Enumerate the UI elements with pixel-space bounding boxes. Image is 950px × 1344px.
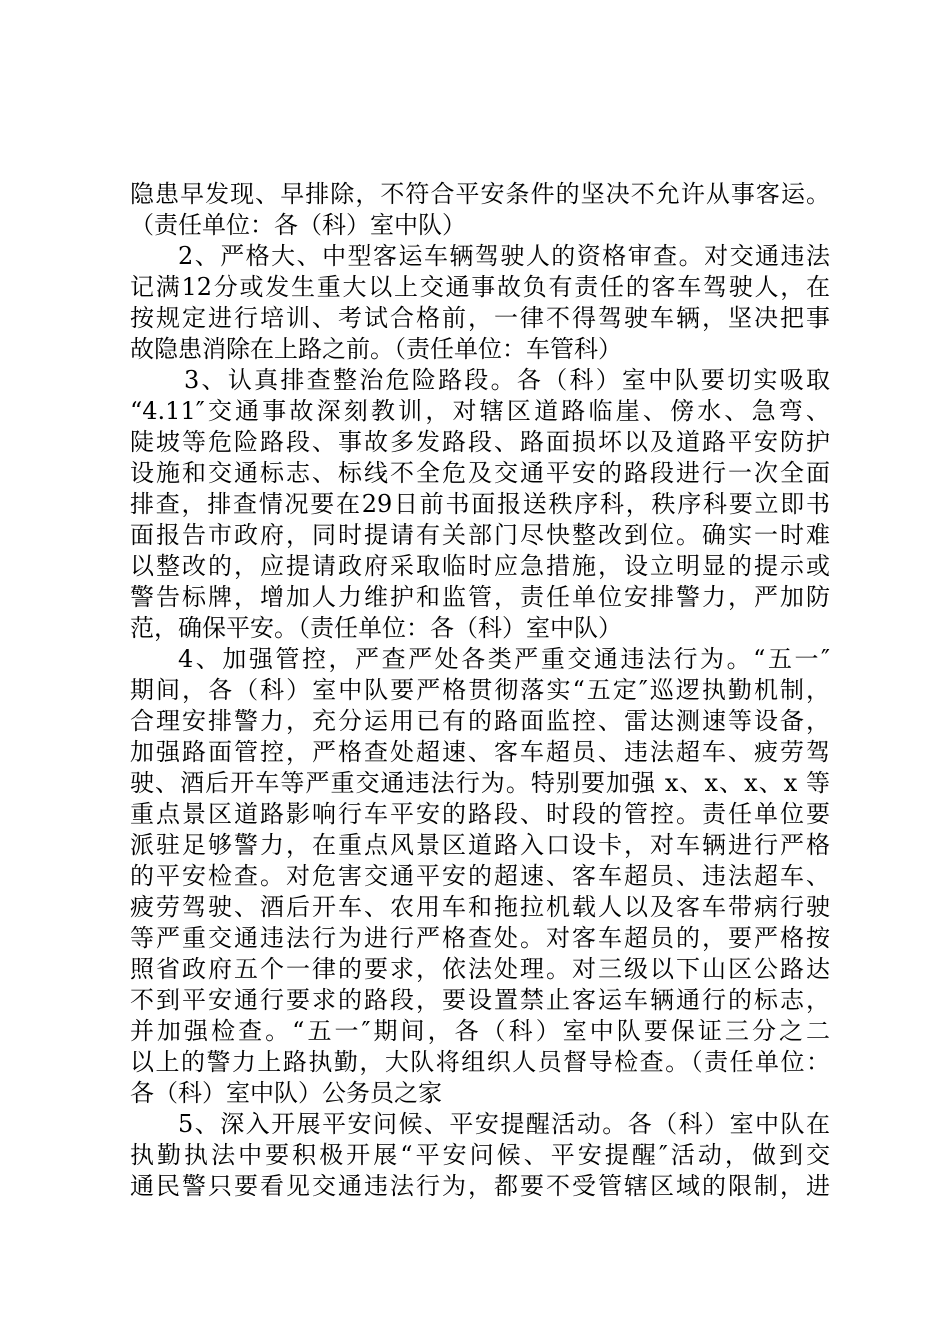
text-line: 疲劳驾驶、酒后开车、农用车和拖拉机载人以及客车带病行驶 xyxy=(130,893,830,921)
text-line: 各（科）室中队）公务员之家 xyxy=(130,1079,442,1107)
text-line: 派驻足够警力，在重点风景区道路入口设卡，对车辆进行严格 xyxy=(130,831,830,859)
text-line: “4.11″交通事故深刻教训，对辖区道路临崖、傍水、急弯、 xyxy=(130,397,830,425)
text-line: 4、加强管控，严查严处各类严重交通违法行为。“五一″ xyxy=(178,645,830,673)
text-line: 期间，各（科）室中队要严格贯彻落实“五定″巡逻执勤机制， xyxy=(130,676,830,704)
text-line: 隐患早发现、早排除，不符合平安条件的坚决不允许从事客运。 xyxy=(130,180,830,208)
text-line: 合理安排警力，充分运用已有的路面监控、雷达测速等设备， xyxy=(130,707,830,735)
text-line: 执勤执法中要积极开展“平安问候、平安提醒″活动，做到交 xyxy=(130,1141,830,1169)
text-line: 按规定进行培训、考试合格前，一律不得驾驶车辆，坚决把事 xyxy=(130,304,830,332)
text-line: 不到平安通行要求的路段，要设置禁止客运车辆通行的标志， xyxy=(130,986,830,1014)
text-line: 5、深入开展平安问候、平安提醒活动。各（科）室中队在 xyxy=(178,1110,830,1138)
text-line: （责任单位：各（科）室中队） xyxy=(130,211,466,239)
text-line: 陡坡等危险路段、事故多发路段、路面损坏以及道路平安防护 xyxy=(130,428,830,456)
text-line: 3、认真排查整治危险路段。各（科）室中队要切实吸取 xyxy=(184,366,830,394)
text-line: 记满12分或发生重大以上交通事故负有责任的客车驾驶人，在 xyxy=(130,273,830,301)
text-line: 照省政府五个一律的要求，依法处理。对三级以下山区公路达 xyxy=(130,955,830,983)
text-line: 加强路面管控，严格查处超速、客车超员、违法超车、疲劳驾 xyxy=(130,738,830,766)
text-line: 排查，排查情况要在29日前书面报送秩序科，秩序科要立即书 xyxy=(130,490,830,518)
text-line: 的平安检查。对危害交通平安的超速、客车超员、违法超车、 xyxy=(130,862,830,890)
text-line: 重点景区道路影响行车平安的路段、时段的管控。责任单位要 xyxy=(130,800,830,828)
text-line: 设施和交通标志、标线不全危及交通平安的路段进行一次全面 xyxy=(130,459,830,487)
text-line: 等严重交通违法行为进行严格查处。对客车超员的，要严格按 xyxy=(130,924,830,952)
text-line: 范，确保平安。（责任单位：各（科）室中队） xyxy=(130,614,622,642)
text-line: 驶、酒后开车等严重交通违法行为。特别要加强 x、x、x、x 等 xyxy=(130,769,830,797)
text-line: 以上的警力上路执勤，大队将组织人员督导检查。（责任单位： xyxy=(130,1048,830,1076)
text-line: 以整改的，应提请政府采取临时应急措施，设立明显的提示或 xyxy=(130,552,830,580)
text-line: 面报告市政府，同时提请有关部门尽快整改到位。确实一时难 xyxy=(130,521,830,549)
text-line: 故隐患消除在上路之前。（责任单位：车管科） xyxy=(130,335,622,363)
text-line: 通民警只要看见交通违法行为，都要不受管辖区域的限制，进 xyxy=(130,1172,830,1200)
text-line: 警告标牌，增加人力维护和监管，责任单位安排警力，严加防 xyxy=(130,583,830,611)
text-line: 并加强检查。“五一″期间，各（科）室中队要保证三分之二 xyxy=(130,1017,830,1045)
text-line: 2、严格大、中型客运车辆驾驶人的资格审查。对交通违法 xyxy=(178,242,830,270)
